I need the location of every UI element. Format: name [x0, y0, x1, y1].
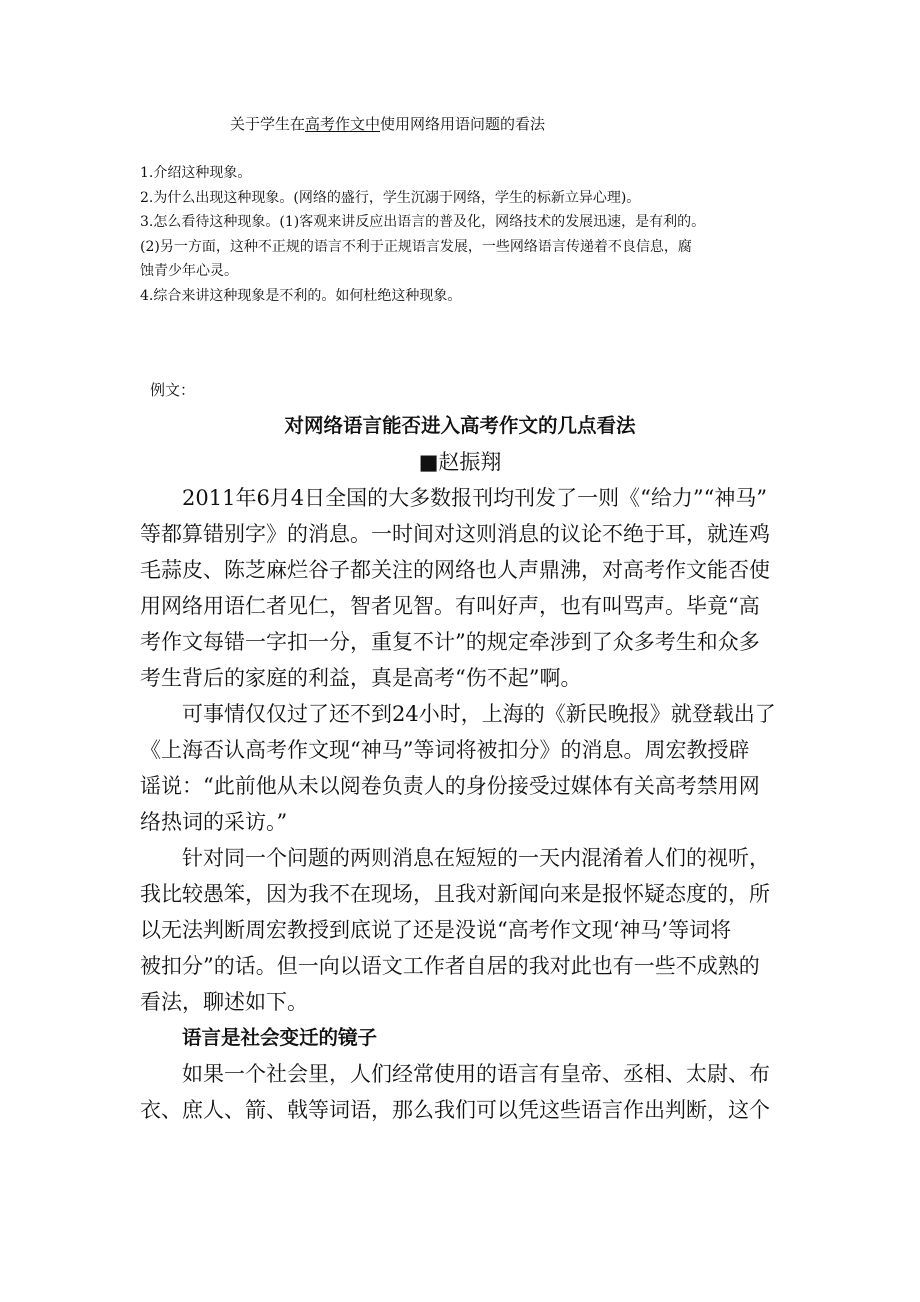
section-heading: 语言是社会变迁的镜子 [182, 1026, 378, 1049]
outline-list [140, 161, 790, 308]
essay-author: ■赵振翔 [418, 450, 502, 474]
paragraph-line: 等都算错别字》的消息。一时间对这则消息的议论不绝于耳，就连鸡 [140, 522, 770, 546]
paragraph-line: 我比较愚笨，因为我不在现场，且我对新闻向来是报怀疑态度的，所 [140, 882, 770, 906]
outline-item: 1.介绍这种现象。 [140, 165, 252, 181]
paragraph-line: 《上海否认高考作文现“神马”等词将被扣分》的消息。周宏教授辟 [140, 738, 750, 762]
outline-item: (2)另一方面，这种不正规的语言不利于正规语言发展，一些网络语言传递着不良信息，腐 [140, 238, 692, 255]
paragraph-line: 如果一个社会里，人们经常使用的语言有皇帝、丞相、太尉、布 [182, 1062, 770, 1086]
paragraph-line: 被扣分”的话。但一向以语文工作者自居的我对此也有一些不成熟的 [140, 954, 760, 978]
paragraph-line: 考作文每错一字扣一分，重复不计”的规定牵涉到了众多考生和众多 [140, 630, 760, 654]
paragraph-line: 看法，聊述如下。 [140, 990, 308, 1014]
paragraph-line: 针对同一个问题的两则消息在短短的一天内混淆着人们的视听， [182, 846, 770, 870]
paragraph-line: 毛蒜皮、陈芝麻烂谷子都关注的网络也人声鼎沸，对高考作文能否使 [140, 558, 770, 582]
paragraph-line: 谣说：“此前他从未以阅卷负责人的身份接受过媒体有关高考禁用网 [140, 774, 760, 798]
title-underlined-text: 高考作文中 [305, 115, 381, 133]
paragraph-line: 络热词的采访。” [140, 810, 288, 834]
outline-item: 4.综合来讲这种现象是不利的。如何杜绝这种现象。 [140, 287, 462, 304]
essay-title: 对网络语言能否进入高考作文的几点看法 [284, 414, 636, 437]
title-prefix: 关于学生在 [230, 115, 306, 133]
document-title [230, 113, 545, 135]
outline-item: 2.为什么出现这种现象。(网络的盛行，学生沉溺于网络，学生的标新立异心理)。 [140, 189, 641, 206]
example-label: 例文： [150, 381, 196, 399]
title-suffix: 使用网络用语问题的看法 [380, 115, 546, 133]
paragraph-line: 以无法判断周宏教授到底说了还是没说“高考作文现‘神马’等词将 [140, 918, 732, 942]
paragraph-line: 可事情仅仅过了还不到24小时，上海的《新民晚报》就登载出了 [182, 702, 776, 726]
outline-item: 3.怎么看待这种现象。(1)客观来讲反应出语言的普及化，网络技术的发展迅速，是有利的。 [140, 214, 706, 230]
essay [140, 408, 780, 1128]
paragraph-line: 考生背后的家庭的利益，真是高考“伤不起”啊。 [140, 666, 582, 690]
paragraph-line: 用网络用语仁者见仁，智者见智。有叫好声，也有叫骂声。毕竟“高 [140, 594, 760, 618]
outline-item: 蚀青少年心灵。 [140, 263, 238, 279]
paragraph-line: 2011年6月4日全国的大多数报刊均刊发了一则《“给力”“神马” [182, 486, 768, 510]
paragraph-line: 衣、庶人、箭、戟等词语，那么我们可以凭这些语言作出判断，这个 [140, 1098, 770, 1122]
